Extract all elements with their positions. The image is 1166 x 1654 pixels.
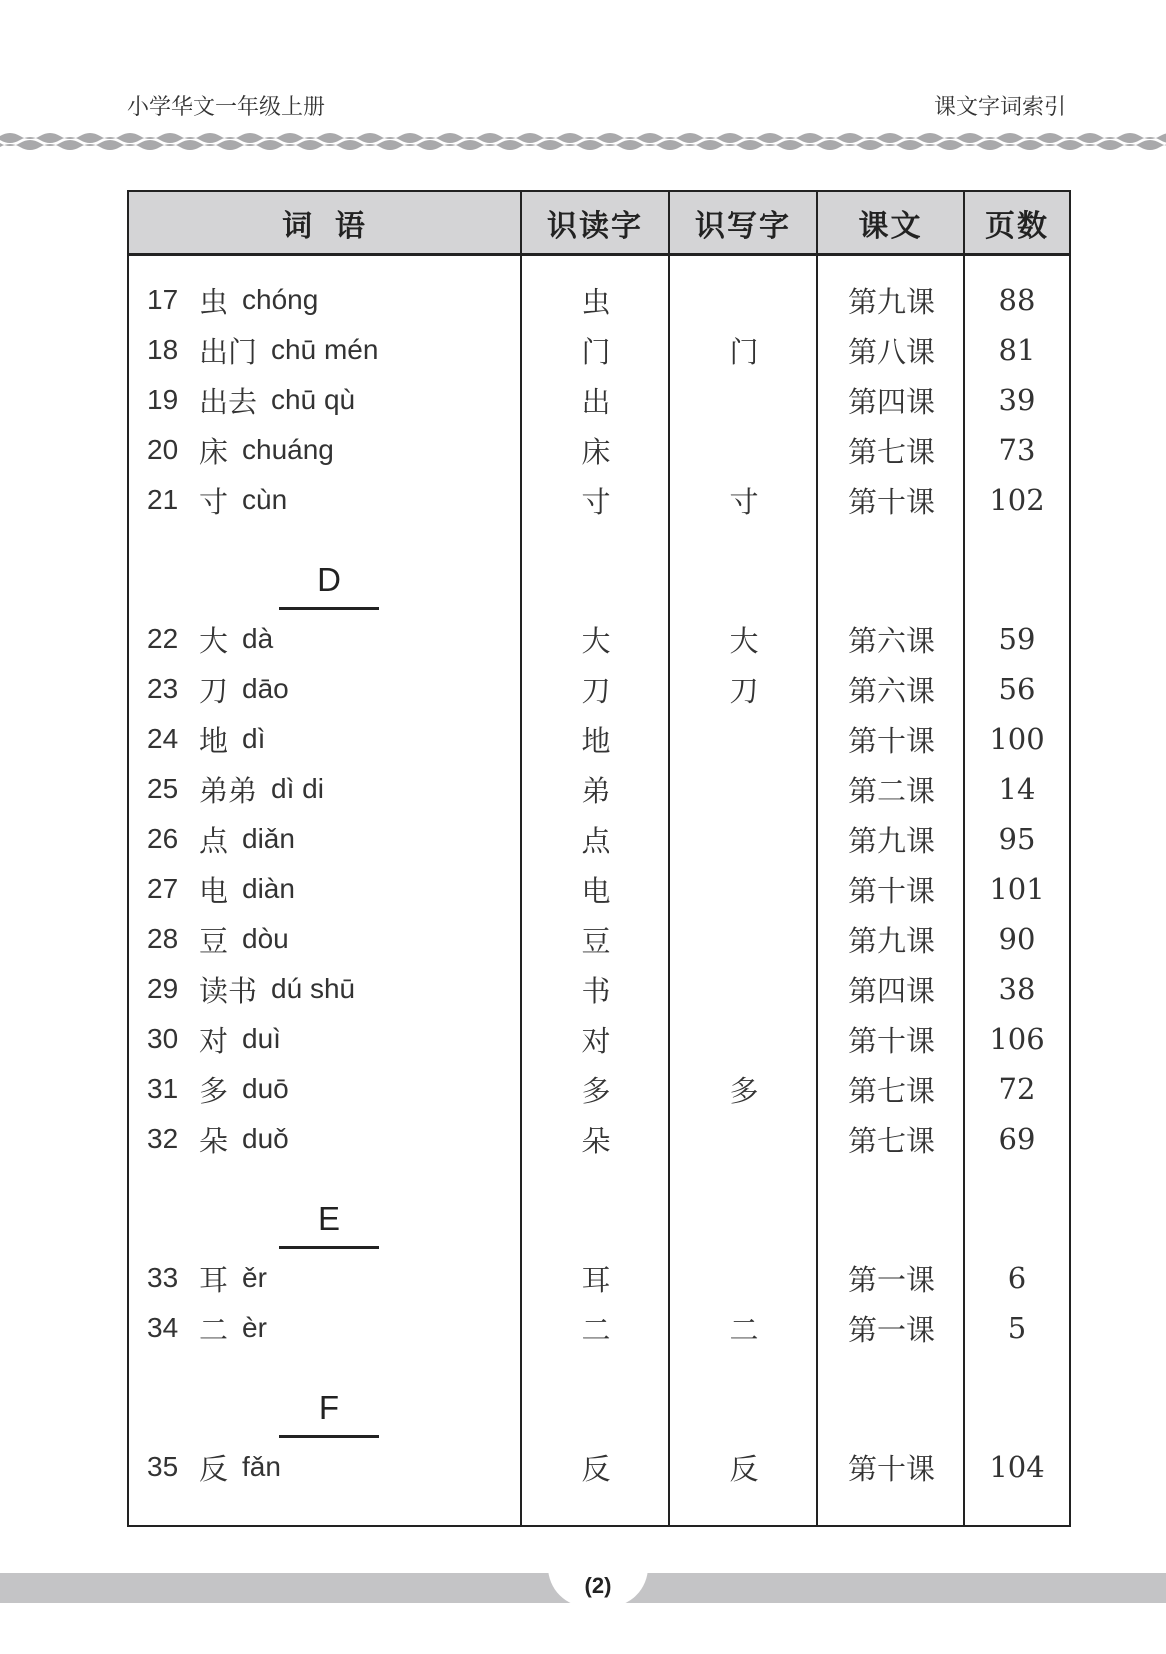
word-cell (129, 1119, 522, 1160)
page-cell: 14 (998, 772, 1036, 806)
word-cell (129, 819, 522, 860)
section-letter: F (318, 1389, 340, 1426)
word-characters: 弟弟 (199, 773, 258, 808)
word-cell (129, 1019, 522, 1060)
table-row (129, 475, 1069, 525)
word-cell (129, 430, 522, 471)
word-pinyin: duì (242, 1023, 281, 1054)
letter-section-header (129, 525, 1069, 614)
word-pinyin: diàn (242, 873, 295, 904)
letter-section-header (129, 1353, 1069, 1442)
table-row (129, 1303, 1069, 1353)
page-cell: 56 (998, 672, 1036, 706)
entry-number: 17 (147, 284, 179, 315)
table-row (129, 1014, 1069, 1064)
word-cell (129, 669, 522, 710)
word-characters: 床 (199, 434, 229, 469)
letter-section-header (129, 1164, 1069, 1253)
entry-number: 28 (147, 923, 179, 954)
word-characters: 反 (199, 1451, 229, 1486)
entry-number: 20 (147, 434, 179, 465)
word-cell (129, 869, 522, 910)
entry-number: 35 (147, 1451, 179, 1482)
word-cell (129, 330, 522, 371)
col-header-write-char: 识写字 (670, 192, 818, 253)
word-characters: 耳 (199, 1262, 229, 1297)
lesson-cell: 第九课 (847, 284, 935, 319)
lesson-cell: 第六课 (847, 673, 935, 708)
table-row (129, 814, 1069, 864)
read-char-cell: 对 (581, 1023, 611, 1058)
word-characters: 二 (199, 1312, 229, 1347)
page-cell: 69 (998, 1122, 1036, 1156)
page-cell: 90 (998, 922, 1036, 956)
lesson-cell: 第七课 (847, 1073, 935, 1108)
page-cell: 72 (998, 1072, 1036, 1106)
lesson-cell: 第二课 (847, 773, 935, 808)
word-cell (129, 1308, 522, 1349)
table-row (129, 375, 1069, 425)
lesson-cell: 第一课 (847, 1262, 935, 1297)
lesson-cell: 第六课 (847, 623, 935, 658)
page-cell: 81 (998, 333, 1036, 367)
lesson-cell: 第七课 (847, 434, 935, 469)
read-char-cell: 大 (581, 623, 611, 658)
word-pinyin: èr (242, 1312, 267, 1343)
read-char-cell: 点 (581, 823, 611, 858)
lesson-cell: 第四课 (847, 384, 935, 419)
word-pinyin: ěr (242, 1262, 267, 1293)
page-cell: 100 (989, 722, 1045, 756)
table-row (129, 1442, 1069, 1492)
word-characters: 刀 (199, 673, 229, 708)
word-cell (129, 380, 522, 421)
word-characters: 地 (199, 723, 229, 758)
section-underline (279, 1435, 379, 1438)
word-pinyin: fǎn (242, 1451, 281, 1482)
word-cell (129, 1447, 522, 1488)
read-char-cell: 书 (581, 973, 611, 1008)
entry-number: 33 (147, 1262, 179, 1293)
page-cell: 38 (998, 972, 1036, 1006)
entry-number: 26 (147, 823, 179, 854)
read-char-cell: 虫 (581, 284, 611, 319)
word-pinyin: chuáng (242, 434, 334, 465)
col-header-page: 页数 (985, 209, 1049, 243)
lesson-cell: 第九课 (847, 923, 935, 958)
lesson-cell: 第九课 (847, 823, 935, 858)
page-cell: 39 (998, 383, 1036, 417)
write-char-cell: 寸 (729, 484, 759, 519)
lesson-cell: 第十课 (847, 484, 935, 519)
word-characters: 出门 (199, 334, 258, 369)
word-characters: 电 (199, 873, 229, 908)
entry-number: 32 (147, 1123, 179, 1154)
page-cell: 102 (989, 483, 1045, 517)
table-header (129, 192, 1069, 256)
word-index-table (127, 190, 1071, 1527)
lesson-cell: 第十课 (847, 1451, 935, 1486)
word-cell (129, 1069, 522, 1110)
word-pinyin: cùn (242, 484, 288, 515)
page-cell: 104 (989, 1450, 1045, 1484)
word-cell (129, 719, 522, 760)
wave-divider (0, 132, 1166, 150)
entry-number: 21 (147, 484, 179, 515)
word-pinyin: dà (242, 623, 274, 654)
word-cell (129, 619, 522, 660)
word-characters: 点 (199, 823, 229, 858)
section-title: 课文字词索引 (933, 94, 1066, 119)
word-pinyin: dú shū (271, 973, 356, 1004)
write-char-cell: 刀 (729, 673, 759, 708)
read-char-cell: 刀 (581, 673, 611, 708)
entry-number: 22 (147, 623, 179, 654)
word-pinyin: chū qù (271, 384, 356, 415)
entry-number: 18 (147, 334, 179, 365)
read-char-cell: 床 (581, 434, 611, 469)
entry-number: 31 (147, 1073, 179, 1104)
read-char-cell: 朵 (581, 1123, 611, 1158)
word-pinyin: dòu (242, 923, 289, 954)
read-char-cell: 多 (581, 1073, 611, 1108)
entry-number: 27 (147, 873, 179, 904)
read-char-cell: 二 (581, 1312, 611, 1347)
word-characters: 虫 (199, 284, 229, 319)
word-cell (129, 480, 522, 521)
page-cell: 95 (998, 822, 1036, 856)
word-characters: 多 (199, 1073, 229, 1108)
table-row (129, 1253, 1069, 1303)
read-char-cell: 出 (581, 384, 611, 419)
entry-number: 24 (147, 723, 179, 754)
table-row (129, 714, 1069, 764)
table-row (129, 864, 1069, 914)
entry-number: 25 (147, 773, 179, 804)
lesson-cell: 第十课 (847, 723, 935, 758)
read-char-cell: 反 (581, 1451, 611, 1486)
page-cell: 6 (1007, 1261, 1027, 1295)
read-char-cell: 地 (581, 723, 611, 758)
word-cell (129, 769, 522, 810)
write-char-cell: 二 (729, 1312, 759, 1347)
word-characters: 读书 (199, 973, 258, 1008)
page-cell: 101 (989, 872, 1045, 906)
word-pinyin: diǎn (242, 823, 295, 854)
lesson-cell: 第八课 (847, 334, 935, 369)
word-cell (129, 919, 522, 960)
word-characters: 出去 (199, 384, 258, 419)
table-row (129, 1114, 1069, 1164)
section-underline (279, 1246, 379, 1249)
section-underline (279, 607, 379, 610)
entry-number: 29 (147, 973, 179, 1004)
table-row (129, 614, 1069, 664)
word-characters: 朵 (199, 1123, 229, 1158)
read-char-cell: 弟 (581, 773, 611, 808)
entry-number: 19 (147, 384, 179, 415)
page-cell: 106 (989, 1022, 1045, 1056)
read-char-cell: 寸 (581, 484, 611, 519)
entry-number: 30 (147, 1023, 179, 1054)
page-cell: 88 (998, 283, 1036, 317)
page-number: (2) (584, 1573, 612, 1598)
read-char-cell: 耳 (581, 1262, 611, 1297)
entry-number: 23 (147, 673, 179, 704)
section-letter: D (317, 561, 341, 598)
book-title: 小学华文一年级上册 (127, 94, 326, 119)
word-characters: 豆 (199, 923, 229, 958)
word-characters: 大 (199, 623, 229, 658)
word-pinyin: duō (242, 1073, 289, 1104)
page-cell: 59 (998, 622, 1036, 656)
page-cell: 5 (1007, 1311, 1027, 1345)
lesson-cell: 第七课 (847, 1123, 935, 1158)
word-pinyin: chóng (242, 284, 319, 315)
lesson-cell: 第十课 (847, 1023, 935, 1058)
word-cell (129, 280, 522, 321)
read-char-cell: 电 (581, 873, 611, 908)
table-row (129, 1064, 1069, 1114)
read-char-cell: 门 (581, 334, 611, 369)
word-cell (129, 1258, 522, 1299)
col-header-lesson: 课文 (818, 192, 965, 253)
word-characters: 对 (199, 1023, 229, 1058)
col-header-word: 词 语 (129, 192, 522, 253)
col-header-read-char: 识读字 (522, 192, 670, 253)
table-body (129, 275, 1069, 1492)
table-row (129, 914, 1069, 964)
lesson-cell: 第十课 (847, 873, 935, 908)
word-characters: 寸 (199, 484, 229, 519)
table-row (129, 275, 1069, 325)
word-pinyin: dì di (271, 773, 324, 804)
word-pinyin: dì (242, 723, 266, 754)
section-letter: E (317, 1200, 340, 1237)
word-pinyin: duǒ (242, 1123, 289, 1154)
write-char-cell: 多 (729, 1073, 759, 1108)
table-row (129, 325, 1069, 375)
lesson-cell: 第四课 (847, 973, 935, 1008)
entry-number: 34 (147, 1312, 179, 1343)
word-cell (129, 969, 522, 1010)
table-row (129, 664, 1069, 714)
write-char-cell: 大 (729, 623, 759, 658)
table-row (129, 425, 1069, 475)
table-row (129, 964, 1069, 1014)
write-char-cell: 反 (729, 1451, 759, 1486)
word-pinyin: dāo (242, 673, 289, 704)
write-char-cell: 门 (729, 334, 759, 369)
page-cell: 73 (998, 433, 1036, 467)
lesson-cell: 第一课 (847, 1312, 935, 1347)
word-pinyin: chū mén (271, 334, 379, 365)
table-row (129, 764, 1069, 814)
read-char-cell: 豆 (581, 923, 611, 958)
